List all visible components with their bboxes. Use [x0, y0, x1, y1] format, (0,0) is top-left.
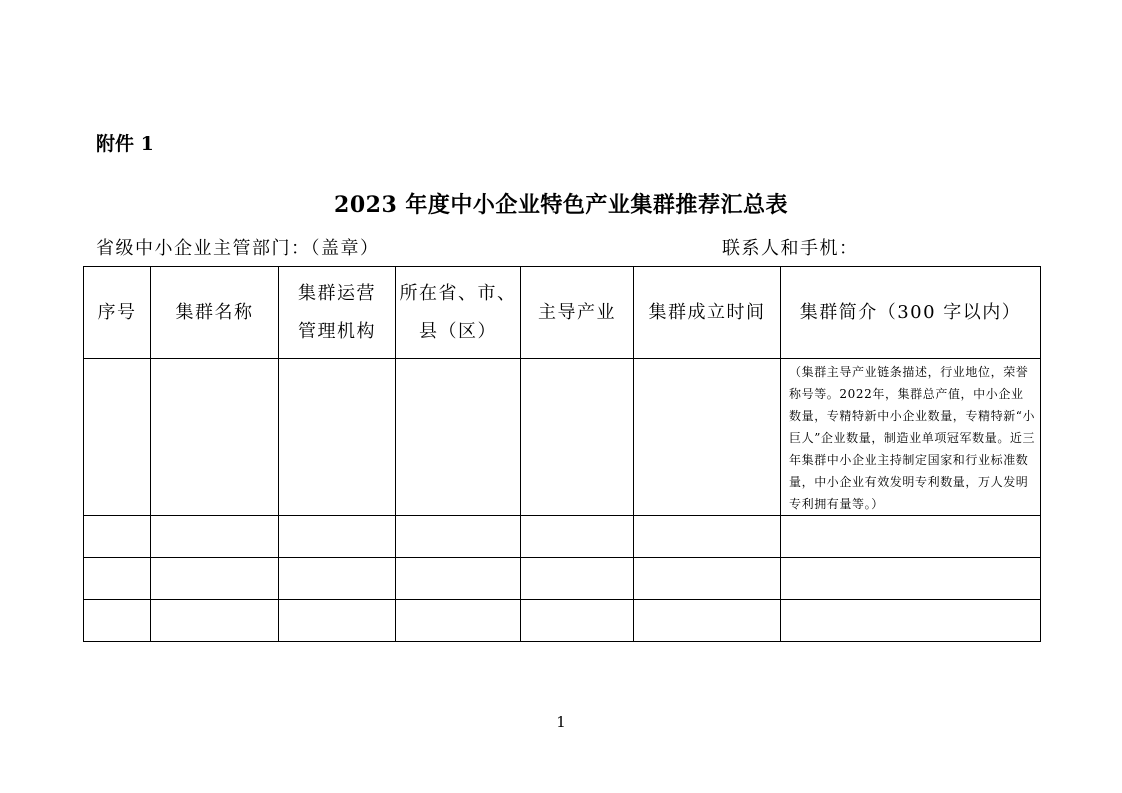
dept-label: 省级中小企业主管部门：（盖章） [96, 238, 380, 259]
table-cell[interactable] [634, 516, 781, 558]
table-cell[interactable] [634, 359, 781, 516]
col-header-industry: 主导产业 [521, 267, 634, 359]
col-header-operator: 集群运营 管理机构 [279, 267, 396, 359]
table-cell[interactable] [521, 600, 634, 642]
attachment-label: 附件 1 [96, 133, 154, 155]
page-number: 1 [556, 713, 566, 731]
table-cell[interactable] [396, 600, 521, 642]
summary-table [83, 266, 1041, 642]
table-row [84, 516, 1041, 558]
table-cell[interactable] [781, 600, 1041, 642]
table-row [84, 558, 1041, 600]
table-cell[interactable] [279, 516, 396, 558]
col-header-intro: 集群简介（300 字以内） [781, 267, 1041, 359]
document-title: 2023 年度中小企业特色产业集群推荐汇总表 [334, 192, 788, 218]
table-cell[interactable] [521, 558, 634, 600]
table-cell[interactable] [279, 359, 396, 516]
table-cell[interactable] [396, 558, 521, 600]
table-cell[interactable] [279, 600, 396, 642]
table-cell[interactable] [781, 516, 1041, 558]
table-cell[interactable] [151, 558, 279, 600]
col-header-location: 所在省、市、 县（区） [396, 267, 521, 359]
col-header-founded: 集群成立时间 [634, 267, 781, 359]
col-header-index: 序号 [84, 267, 151, 359]
table-cell[interactable] [151, 600, 279, 642]
table-cell[interactable] [781, 558, 1041, 600]
table-cell[interactable] [151, 359, 279, 516]
intro-note[interactable]: （集群主导产业链条描述，行业地位，荣誉称号等。2022年，集群总产值，中小企业数量，专精特新中小企业数量，专精特新“小巨人”企业数量，制造业单项冠军数量。近三年集群中小企业主持制定国家和行业标准数量，中小企业有效发明专利数量，万人发明专利拥有量等。） [781, 359, 1041, 516]
table-header-row [84, 267, 1041, 359]
table-cell[interactable] [279, 558, 396, 600]
table-cell[interactable] [634, 600, 781, 642]
table-cell[interactable] [84, 359, 151, 516]
table-row [84, 359, 1041, 516]
table-cell[interactable] [84, 516, 151, 558]
table-row [84, 600, 1041, 642]
table-cell[interactable] [84, 558, 151, 600]
table-cell[interactable] [521, 516, 634, 558]
table-cell[interactable] [521, 359, 634, 516]
table-cell[interactable] [634, 558, 781, 600]
table-cell[interactable] [396, 359, 521, 516]
col-header-cluster-name: 集群名称 [151, 267, 279, 359]
table-cell[interactable] [151, 516, 279, 558]
table-cell[interactable] [84, 600, 151, 642]
table-cell[interactable] [396, 516, 521, 558]
contact-label: 联系人和手机： [722, 238, 859, 259]
